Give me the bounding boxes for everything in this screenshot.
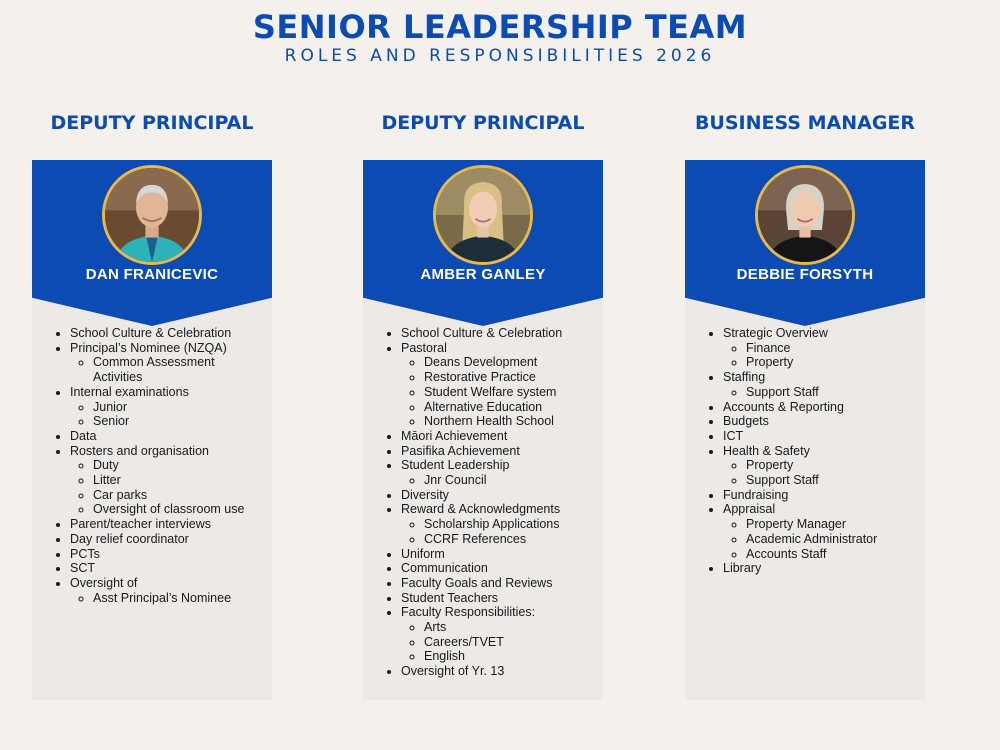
list-item: • Pasifika Achievement <box>401 444 593 459</box>
column-amber-ganley <box>363 108 603 679</box>
sub-list-item: ◦ Asst Principal’s Nominee <box>93 591 262 606</box>
sub-list-item: ◦ Senior <box>93 414 262 429</box>
list-item: • Student Leadership ◦ Jnr Council <box>401 458 593 487</box>
avatar <box>755 165 855 265</box>
list-item: • Health & Safety ◦ Property ◦ Support Staff <box>723 444 915 488</box>
person-name: AMBER GANLEY <box>420 266 546 283</box>
sub-list-item: ◦ Academic Administrator <box>746 532 915 547</box>
sub-list-item: ◦ Alternative Education <box>424 400 593 415</box>
list-item: • Pastoral ◦ Deans Development ◦ Restorative Practice ◦ Student Welfare system ◦ Alternative Education ◦ Northern Health School <box>401 341 593 429</box>
person-portrait-icon <box>436 168 530 262</box>
list-item: • Accounts & Reporting <box>723 400 915 415</box>
person-portrait-icon <box>758 168 852 262</box>
sub-list-item: ◦ Support Staff <box>746 473 915 488</box>
profile-card <box>32 160 272 700</box>
avatar <box>102 165 202 265</box>
sub-list-item: ◦ Student Welfare system <box>424 385 593 400</box>
list-item: • School Culture & Celebration <box>70 326 262 341</box>
sub-list-item: ◦ Litter <box>93 473 262 488</box>
role-title: DEPUTY PRINCIPAL <box>381 112 585 134</box>
list-item: • Data <box>70 429 262 444</box>
list-item: • Fundraising <box>723 488 915 503</box>
profile-card <box>685 160 925 700</box>
sub-list-item: ◦ Accounts Staff <box>746 547 915 562</box>
list-item: • Student Teachers <box>401 591 593 606</box>
list-item: • Communication <box>401 561 593 576</box>
sub-list-item: ◦ Jnr Council <box>424 473 593 488</box>
list-item: • Principal’s Nominee (NZQA) ◦ Common Assessment Activities <box>70 341 262 385</box>
person-name: DEBBIE FORSYTH <box>736 266 874 283</box>
sub-list-item: ◦ Finance <box>746 341 915 356</box>
list-item: • Internal examinations ◦ Junior ◦ Senior <box>70 385 262 429</box>
responsibilities-list <box>32 326 272 605</box>
sub-list-item: ◦ Common Assessment Activities <box>93 355 262 384</box>
list-item: • Rosters and organisation ◦ Duty ◦ Litter ◦ Car parks ◦ Oversight of classroom use <box>70 444 262 518</box>
list-item: • Parent/teacher interviews <box>70 517 262 532</box>
role-title: DEPUTY PRINCIPAL <box>50 112 254 134</box>
list-item: • Library <box>723 561 915 576</box>
responsibilities-list <box>363 326 603 679</box>
sub-list-item: ◦ English <box>424 649 593 664</box>
sub-list-item: ◦ Car parks <box>93 488 262 503</box>
list-item: • Māori Achievement <box>401 429 593 444</box>
sub-list-item: ◦ Arts <box>424 620 593 635</box>
list-item: • Appraisal ◦ Property Manager ◦ Academic Administrator ◦ Accounts Staff <box>723 502 915 561</box>
list-item: • Strategic Overview ◦ Finance ◦ Property <box>723 326 915 370</box>
responsibilities-list <box>685 326 925 576</box>
sub-list-item: ◦ Junior <box>93 400 262 415</box>
sub-list-item: ◦ Oversight of classroom use <box>93 502 262 517</box>
sub-list-item: ◦ Deans Development <box>424 355 593 370</box>
person-portrait-icon <box>105 168 199 262</box>
page-subtitle: ROLES AND RESPONSIBILITIES 2026 <box>284 46 716 66</box>
list-item: • Oversight of Yr. 13 <box>401 664 593 679</box>
sub-list-item: ◦ Restorative Practice <box>424 370 593 385</box>
person-name: DAN FRANICEVIC <box>85 266 219 283</box>
list-item: • SCT <box>70 561 262 576</box>
sub-list-item: ◦ Northern Health School <box>424 414 593 429</box>
sub-list-item: ◦ Careers/TVET <box>424 635 593 650</box>
sub-list-item: ◦ Scholarship Applications <box>424 517 593 532</box>
profile-card <box>363 160 603 700</box>
list-item: • Oversight of ◦ Asst Principal’s Nominee <box>70 576 262 605</box>
role-title: BUSINESS MANAGER <box>694 112 916 134</box>
list-item: • Faculty Responsibilities: ◦ Arts ◦ Careers/TVET ◦ English <box>401 605 593 664</box>
list-item: • School Culture & Celebration <box>401 326 593 341</box>
list-item: • Reward & Acknowledgments ◦ Scholarship Applications ◦ CCRF References <box>401 502 593 546</box>
page-title: SENIOR LEADERSHIP TEAM <box>252 8 748 46</box>
sub-list-item: ◦ Property Manager <box>746 517 915 532</box>
column-dan-franicevic <box>32 108 272 605</box>
list-item: • Staffing ◦ Support Staff <box>723 370 915 399</box>
list-item: • ICT <box>723 429 915 444</box>
list-item: • Budgets <box>723 414 915 429</box>
sub-list-item: ◦ Support Staff <box>746 385 915 400</box>
sub-list-item: ◦ CCRF References <box>424 532 593 547</box>
list-item: • Diversity <box>401 488 593 503</box>
list-item: • Uniform <box>401 547 593 562</box>
sub-list-item: ◦ Property <box>746 458 915 473</box>
avatar <box>433 165 533 265</box>
column-debbie-forsyth <box>685 108 925 576</box>
sub-list-item: ◦ Property <box>746 355 915 370</box>
list-item: • Day relief coordinator <box>70 532 262 547</box>
list-item: • Faculty Goals and Reviews <box>401 576 593 591</box>
list-item: • PCTs <box>70 547 262 562</box>
sub-list-item: ◦ Duty <box>93 458 262 473</box>
